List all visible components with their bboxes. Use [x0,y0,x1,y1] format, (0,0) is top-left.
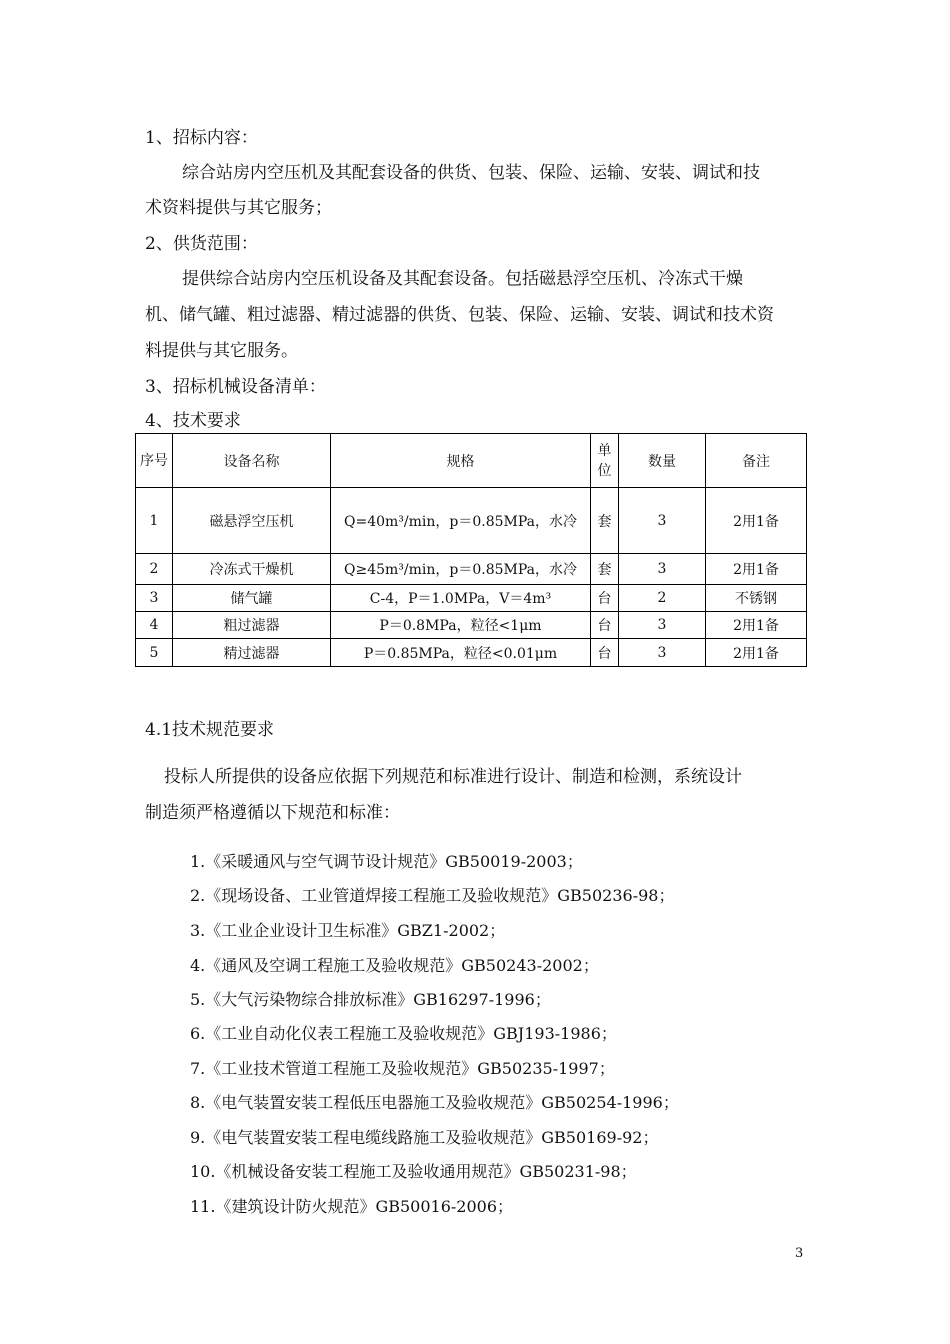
subsection-heading: 4.1技术规范要求 [145,720,275,740]
cell-name: 磁悬浮空压机 [173,488,331,554]
cell-name: 储气罐 [173,585,331,612]
cell-spec: Q≥45m³/min，p＝0.85MPa，水冷 [331,554,591,585]
cell-spec: P＝0.85MPa，粒径<0.01μm [331,639,591,667]
table-row [136,488,807,554]
standard-list-item: 11.《建筑设计防火规范》GB50016-2006； [190,1197,514,1216]
standard-list-item: 10.《机械设备安装工程施工及验收通用规范》GB50231-98； [190,1162,637,1181]
table-header-row [136,434,807,488]
cell-remark: 2用1备 [706,612,807,639]
cell-no: 1 [136,488,173,554]
header-cell-qty: 数量 [619,434,706,488]
standard-list-item: 2.《现场设备、工业管道焊接工程施工及验收规范》GB50236-98； [190,886,675,905]
standard-list-item: 5.《大气污染物综合排放标准》GB16297-1996； [190,990,551,1009]
header-cell-name: 设备名称 [173,434,331,488]
subsection-intro: 投标人所提供的设备应依据下列规范和标准进行设计、制造和检测，系统设计 [164,767,742,787]
subsection-intro: 制造须严格遵循以下规范和标准： [145,803,400,823]
cell-no: 3 [136,585,173,612]
cell-name: 精过滤器 [173,639,331,667]
cell-unit: 套 [591,488,619,554]
cell-spec: Q=40m³/min，p＝0.85MPa，水冷 [331,488,591,554]
cell-remark: 不锈钢 [706,585,807,612]
cell-name: 冷冻式干燥机 [173,554,331,585]
header-cell-remark: 备注 [706,434,807,488]
section-2-body: 机、储气罐、粗过滤器、精过滤器的供货、包装、保险、运输、安装、调试和技术资 [145,305,774,325]
header-cell-no: 序号 [136,434,173,488]
standard-list-item: 9.《电气装置安装工程电缆线路施工及验收规范》GB50169-92； [190,1128,659,1147]
cell-qty: 3 [619,554,706,585]
cell-unit: 台 [591,585,619,612]
standard-list-item: 1.《采暖通风与空气调节设计规范》GB50019-2003； [190,852,583,871]
cell-spec: C-4，P＝1.0MPa，V＝4m³ [331,585,591,612]
section-2-body: 提供综合站房内空压机设备及其配套设备。包括磁悬浮空压机、冷冻式干燥 [182,269,743,289]
cell-qty: 3 [619,639,706,667]
cell-unit: 台 [591,612,619,639]
cell-remark: 2用1备 [706,488,807,554]
section-3-heading: 3、招标机械设备清单： [145,377,326,397]
cell-unit: 套 [591,554,619,585]
table-row [136,612,807,639]
section-2-heading: 2、供货范围： [145,234,258,254]
standard-list-item: 8.《电气装置安装工程低压电器施工及验收规范》GB50254-1996； [190,1093,679,1112]
standard-list-item: 7.《工业技术管道工程施工及验收规范》GB50235-1997； [190,1059,615,1078]
cell-no: 2 [136,554,173,585]
standard-list-item: 6.《工业自动化仪表工程施工及验收规范》GBJ193-1986； [190,1024,617,1043]
cell-no: 5 [136,639,173,667]
cell-qty: 3 [619,488,706,554]
section-1-body: 综合站房内空压机及其配套设备的供货、包装、保险、运输、安装、调试和技 [182,163,760,183]
standard-list-item: 4.《通风及空调工程施工及验收规范》GB50243-2002； [190,956,599,975]
section-1-body: 术资料提供与其它服务； [145,198,332,218]
page-number: 3 [795,1246,804,1261]
table-row [136,554,807,585]
cell-no: 4 [136,612,173,639]
section-1-heading: 1、招标内容： [145,128,258,148]
cell-remark: 2用1备 [706,554,807,585]
cell-name: 粗过滤器 [173,612,331,639]
standard-list-item: 3.《工业企业设计卫生标准》GBZ1-2002； [190,921,506,940]
header-cell-unit: 单位 [591,434,619,488]
equipment-table [135,433,807,667]
cell-remark: 2用1备 [706,639,807,667]
header-cell-spec: 规格 [331,434,591,488]
table-row [136,639,807,667]
section-2-body: 料提供与其它服务。 [145,341,298,361]
table-row [136,585,807,612]
section-4-heading: 4、技术要求 [145,411,241,431]
cell-qty: 2 [619,585,706,612]
cell-qty: 3 [619,612,706,639]
cell-unit: 台 [591,639,619,667]
cell-spec: P＝0.8MPa，粒径<1μm [331,612,591,639]
